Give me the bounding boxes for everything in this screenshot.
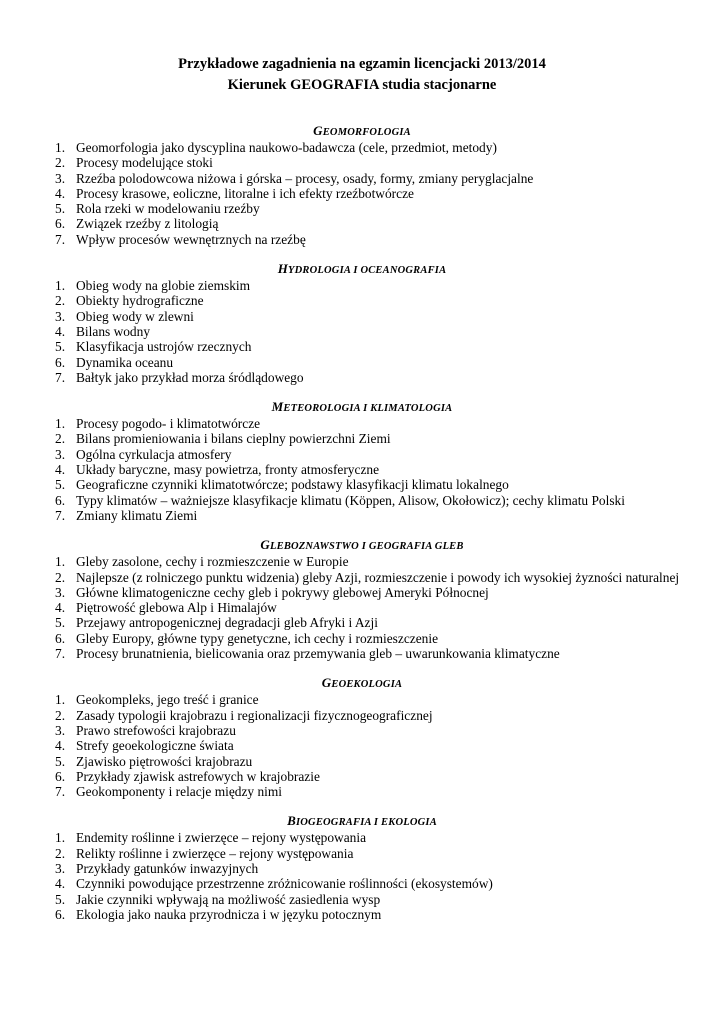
list-item: [55, 876, 719, 891]
item-text: Geokomponenty i relacje między nimi: [76, 784, 283, 800]
document-header: [0, 54, 724, 96]
list-item: [55, 232, 719, 247]
item-text: Piętrowość glebowa Alp i Himalajów: [76, 600, 277, 616]
item-text: Gleby Europy, główne typy genetyczne, ich cechy i rozmieszczenie: [76, 630, 439, 646]
item-number: 5.: [55, 615, 66, 631]
item-number: 2.: [55, 431, 66, 447]
item-text: Relikty roślinne i zwierzęce – rejony występowania: [76, 845, 354, 861]
topic-list: [55, 830, 719, 922]
list-item: [55, 646, 719, 661]
list-item: [55, 692, 719, 707]
section-title: [0, 537, 724, 554]
item-text: Obieg wody na globie ziemskim: [76, 278, 251, 294]
item-number: 7.: [55, 784, 66, 800]
list-item: [55, 892, 719, 907]
list-item: [55, 708, 719, 723]
item-text: Strefy geoekologiczne świata: [76, 738, 234, 754]
topic-list: [55, 278, 719, 385]
item-number: 4.: [55, 462, 66, 478]
list-item: [55, 324, 719, 339]
list-item: [55, 585, 719, 600]
list-item: [55, 846, 719, 861]
item-number: 1.: [55, 278, 66, 294]
item-number: 7.: [55, 231, 66, 247]
list-item: [55, 293, 719, 308]
item-text: Procesy pogodo- i klimatotwórcze: [76, 416, 261, 432]
item-text: Rola rzeki w modelowaniu rzeźby: [76, 201, 260, 217]
list-item: [55, 769, 719, 784]
list-item: [55, 201, 719, 216]
item-text: Procesy krasowe, eoliczne, litoralne i ich efekty rzeźbotwórcze: [76, 185, 414, 201]
item-number: 3.: [55, 584, 66, 600]
item-number: 3.: [55, 860, 66, 876]
item-text: Układy baryczne, masy powietrza, fronty atmosferyczne: [76, 462, 380, 478]
section-title: [0, 813, 724, 830]
item-number: 5.: [55, 201, 66, 217]
item-text: Dynamika oceanu: [76, 354, 174, 370]
list-item: [55, 447, 719, 462]
document-title: Przykładowe zagadnienia na egzamin licencjacki 2013/2014: [178, 56, 546, 72]
item-number: 3.: [55, 722, 66, 738]
topic-section: [55, 261, 719, 385]
item-number: 5.: [55, 753, 66, 769]
list-item: [55, 186, 719, 201]
item-text: Bilans promieniowania i bilans cieplny powierzchni Ziemi: [76, 431, 391, 447]
list-item: [55, 140, 719, 155]
section-title-initial: G: [313, 123, 323, 138]
list-item: [55, 907, 719, 922]
item-text: Typy klimatów – ważniejsze klasyfikacje klimatu (Köppen, Alisow, Okołowicz); cechy klimatu Polski: [76, 492, 625, 508]
item-number: 1.: [55, 692, 66, 708]
item-text: Najlepsze (z rolniczego punktu widzenia) gleby Azji, rozmieszczenie i powody ich wysokiej żyzności naturalnej: [76, 569, 680, 585]
item-text: Procesy brunatnienia, bielicowania oraz przemywania gleb – uwarunkowania klimatyczne: [76, 646, 560, 662]
item-number: 3.: [55, 308, 66, 324]
item-text: Czynniki powodujące przestrzenne zróżnicowanie roślinności (ekosystemów): [76, 876, 493, 892]
list-item: [55, 784, 719, 799]
section-title-initial: G: [260, 537, 270, 553]
section-title-initial: H: [277, 261, 289, 277]
item-number: 5.: [55, 339, 66, 355]
topic-section: [55, 675, 719, 799]
item-number: 2.: [55, 155, 66, 171]
section-title-initial: M: [271, 399, 284, 415]
topic-list: [55, 416, 719, 523]
list-item: [55, 570, 719, 585]
item-text: Obiekty hydrograficzne: [76, 293, 204, 309]
item-number: 4.: [55, 600, 66, 616]
item-text: Bilans wodny: [76, 323, 151, 339]
item-number: 4.: [55, 323, 66, 339]
list-item: [55, 462, 719, 477]
item-text: Ekologia jako nauka przyrodnicza i w języku potocznym: [76, 906, 382, 922]
item-text: Zmiany klimatu Ziemi: [76, 507, 198, 523]
item-text: Geomorfologia jako dyscyplina naukowo-badawcza (cele, przedmiot, metody): [76, 140, 497, 155]
topic-section: [55, 537, 719, 661]
item-number: 6.: [55, 354, 66, 370]
list-item: [55, 615, 719, 630]
list-item: [55, 554, 719, 569]
list-item: [55, 155, 719, 170]
item-text: Rzeźba polodowcowa niżowa i górska – procesy, osady, formy, zmiany peryglacjalne: [76, 170, 534, 186]
list-item: [55, 754, 719, 769]
section-title-rest: EOMORFOLOGIA: [322, 127, 411, 138]
item-number: 4.: [55, 876, 66, 892]
item-number: 4.: [55, 185, 66, 201]
list-item: [55, 339, 719, 354]
document-subtitle: Kierunek GEOGRAFIA studia stacjonarne: [227, 77, 497, 93]
section-title: [0, 399, 724, 416]
item-number: 3.: [55, 446, 66, 462]
item-number: 7.: [55, 369, 66, 385]
section-title-rest: ETEOROLOGIA I KLIMATOLOGIA: [283, 403, 453, 415]
item-text: Jakie czynniki wpływają na możliwość zasiedlenia wysp: [76, 891, 381, 907]
item-number: 6.: [55, 492, 66, 508]
item-text: Prawo strefowości krajobrazu: [76, 722, 236, 738]
item-text: Gleby zasolone, cechy i rozmieszczenie w Europie: [76, 554, 349, 570]
item-text: Przejawy antropogenicznej degradacji gleb Afryki i Azji: [76, 615, 378, 631]
list-item: [55, 508, 719, 523]
item-number: 2.: [55, 293, 66, 309]
list-item: [55, 723, 719, 738]
topic-section: [55, 123, 719, 247]
list-item: [55, 278, 719, 293]
list-item: [55, 216, 719, 231]
item-text: Zasady typologii krajobrazu i regionalizacji fizycznogeograficznej: [76, 707, 433, 723]
item-number: 2.: [55, 707, 66, 723]
item-text: Związek rzeźby z litologią: [76, 216, 219, 232]
item-text: Geograficzne czynniki klimatotwórcze; podstawy klasyfikacji klimatu lokalnego: [76, 477, 509, 493]
section-title-rest: YDROLOGIA I OCEANOGRAFIA: [288, 265, 447, 277]
topics-content: [55, 123, 719, 936]
section-title-initial: G: [321, 675, 332, 691]
list-item: [55, 600, 719, 615]
item-number: 5.: [55, 891, 66, 907]
item-number: 6.: [55, 768, 66, 784]
item-number: 7.: [55, 646, 66, 662]
list-item: [55, 370, 719, 385]
list-item: [55, 355, 719, 370]
list-item: [55, 416, 719, 431]
item-number: 1.: [55, 416, 66, 432]
list-item: [55, 493, 719, 508]
section-title-rest: IOGEOGRAFIA I EKOLOGIA: [295, 817, 437, 829]
list-item: [55, 431, 719, 446]
item-number: 6.: [55, 906, 66, 922]
item-text: Ogólna cyrkulacja atmosfery: [76, 446, 232, 462]
item-number: 6.: [55, 630, 66, 646]
topic-list: [55, 140, 719, 247]
list-item: [55, 861, 719, 876]
topic-list: [55, 692, 719, 799]
item-text: Endemity roślinne i zwierzęce – rejony występowania: [76, 830, 367, 846]
section-title-rest: EOEKOLOGIA: [331, 679, 403, 691]
section-title-rest: LEBOZNAWSTWO I GEOGRAFIA GLEB: [270, 541, 464, 553]
item-text: Wpływ procesów wewnętrznych na rzeźbę: [76, 231, 306, 247]
list-item: [55, 631, 719, 646]
section-title: [0, 123, 724, 140]
topic-section: [55, 399, 719, 523]
item-number: 2.: [55, 569, 66, 585]
item-text: Przykłady gatunków inwazyjnych: [76, 860, 259, 876]
item-number: 7.: [55, 507, 66, 523]
section-title: [0, 675, 724, 692]
list-item: [55, 309, 719, 324]
item-number: 2.: [55, 845, 66, 861]
item-number: 4.: [55, 738, 66, 754]
list-item: [55, 171, 719, 186]
item-number: 6.: [55, 216, 66, 232]
section-title-initial: B: [287, 813, 296, 829]
topic-section: [55, 813, 719, 922]
item-number: 3.: [55, 170, 66, 186]
item-text: Przykłady zjawisk astrefowych w krajobrazie: [76, 768, 320, 784]
item-text: Obieg wody w zlewni: [76, 308, 194, 324]
item-number: 1.: [55, 554, 66, 570]
item-text: Główne klimatogeniczne cechy gleb i pokrywy glebowej Ameryki Północnej: [76, 584, 489, 600]
item-number: 5.: [55, 477, 66, 493]
item-text: Zjawisko piętrowości krajobrazu: [76, 753, 253, 769]
item-text: Klasyfikacja ustrojów rzecznych: [76, 339, 252, 355]
list-item: [55, 738, 719, 753]
item-text: Bałtyk jako przykład morza śródlądowego: [76, 369, 304, 385]
list-item: [55, 830, 719, 845]
item-text: Geokompleks, jego treść i granice: [76, 692, 259, 708]
item-text: Procesy modelujące stoki: [76, 155, 213, 171]
item-number: 1.: [55, 140, 66, 155]
section-title: [0, 261, 724, 278]
list-item: [55, 477, 719, 492]
topic-list: [55, 554, 719, 661]
item-number: 1.: [55, 830, 66, 846]
